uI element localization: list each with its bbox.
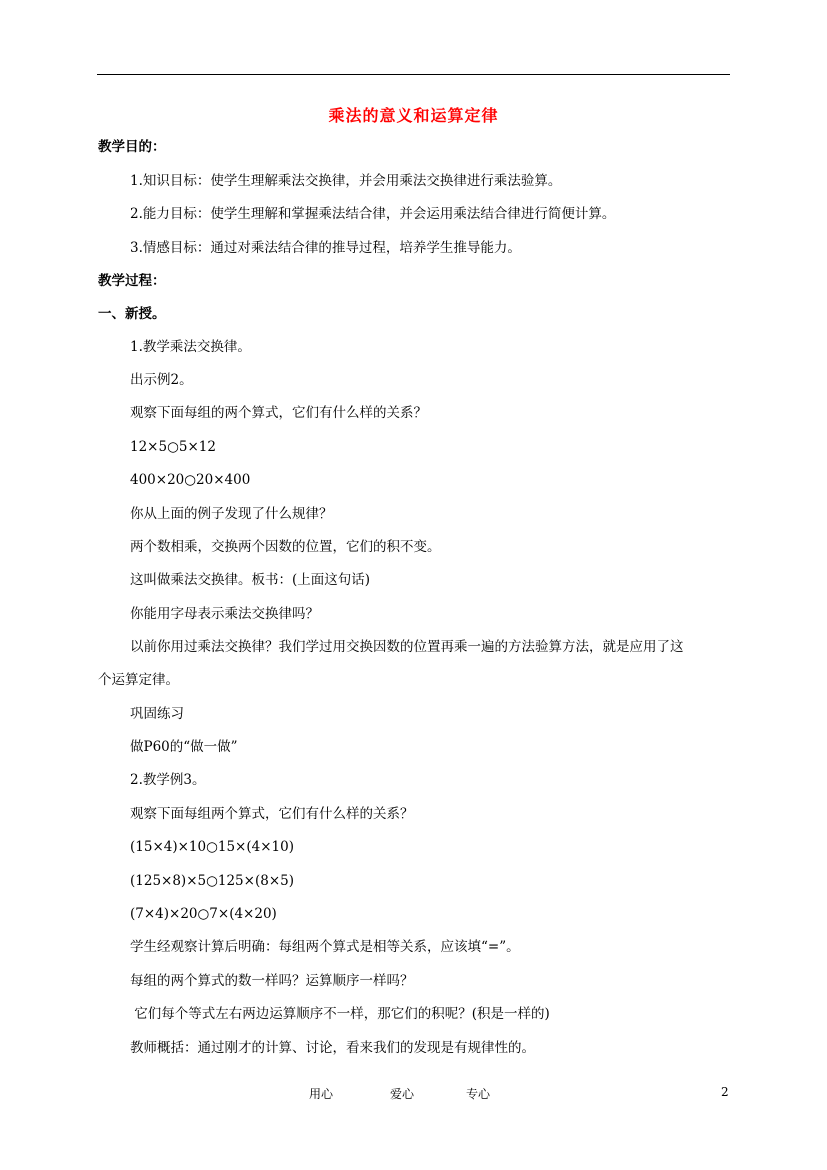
paragraph: 1.教学乘法交换律。 [130,339,251,355]
paragraph: 2.教学例3。 [130,772,206,788]
equation: (7×4)×20○7×(4×20) [130,906,277,922]
footer-word: 专心 [466,1087,491,1101]
paragraph: 观察下面每组的两个算式，它们有什么样的关系？ [130,405,427,421]
paragraph: 你从上面的例子发现了什么规律？ [130,506,333,522]
footer-word: 爱心 [390,1087,415,1101]
paragraph: 做P60的“做一做” [130,739,238,755]
paragraph: 观察下面每组两个算式，它们有什么样的关系？ [130,806,414,822]
paragraph: 出示例2。 [130,372,193,388]
paragraph: 学生经观察计算后明确：每组两个算式是相等关系，应该填“=”。 [130,939,520,955]
footer-word: 用心 [309,1087,334,1101]
part1-heading: 一、新授。 [98,306,166,322]
equation: 12×5○5×12 [130,439,216,455]
paragraph: 以前你用过乘法交换律？我们学过用交换因数的位置再乘一遍的方法验算方法，就是应用了这 [130,639,684,655]
paragraph: 巩固练习 [130,706,184,722]
paragraph: 它们每个等式左右两边运算顺序不一样，那它们的积呢？(积是一样的) [130,1006,550,1022]
equation: (125×8)×5○125×(8×5) [130,873,294,889]
process-heading: 教学过程： [98,273,166,289]
equation: (15×4)×10○15×(4×10) [130,839,294,855]
paragraph: 教师概括：通过刚才的计算、讨论，看来我们的发现是有规律性的。 [130,1040,535,1056]
goal-2: 2.能力目标：使学生理解和掌握乘法结合律，并会运用乘法结合律进行简便计算。 [130,206,616,222]
paragraph: 每组的两个算式的数一样吗？运算顺序一样吗？ [130,973,414,989]
document-title: 乘法的意义和运算定律 [328,106,499,125]
goal-1: 1.知识目标：使学生理解乘法交换律，并会用乘法交换律进行乘法验算。 [130,173,562,189]
paragraph: 你能用字母表示乘法交换律吗？ [130,606,319,622]
paragraph: 两个数相乘，交换两个因数的位置，它们的积不变。 [130,539,441,555]
header-rule [97,74,730,75]
page-number: 2 [721,1085,729,1099]
equation: 400×20○20×400 [130,472,251,488]
paragraph: 这叫做乘法交换律。板书：(上面这句话) [130,572,371,588]
goals-heading: 教学目的： [98,139,166,155]
goal-3: 3.情感目标：通过对乘法结合律的推导过程，培养学生推导能力。 [130,240,521,256]
paragraph: 个运算定律。 [98,672,179,688]
